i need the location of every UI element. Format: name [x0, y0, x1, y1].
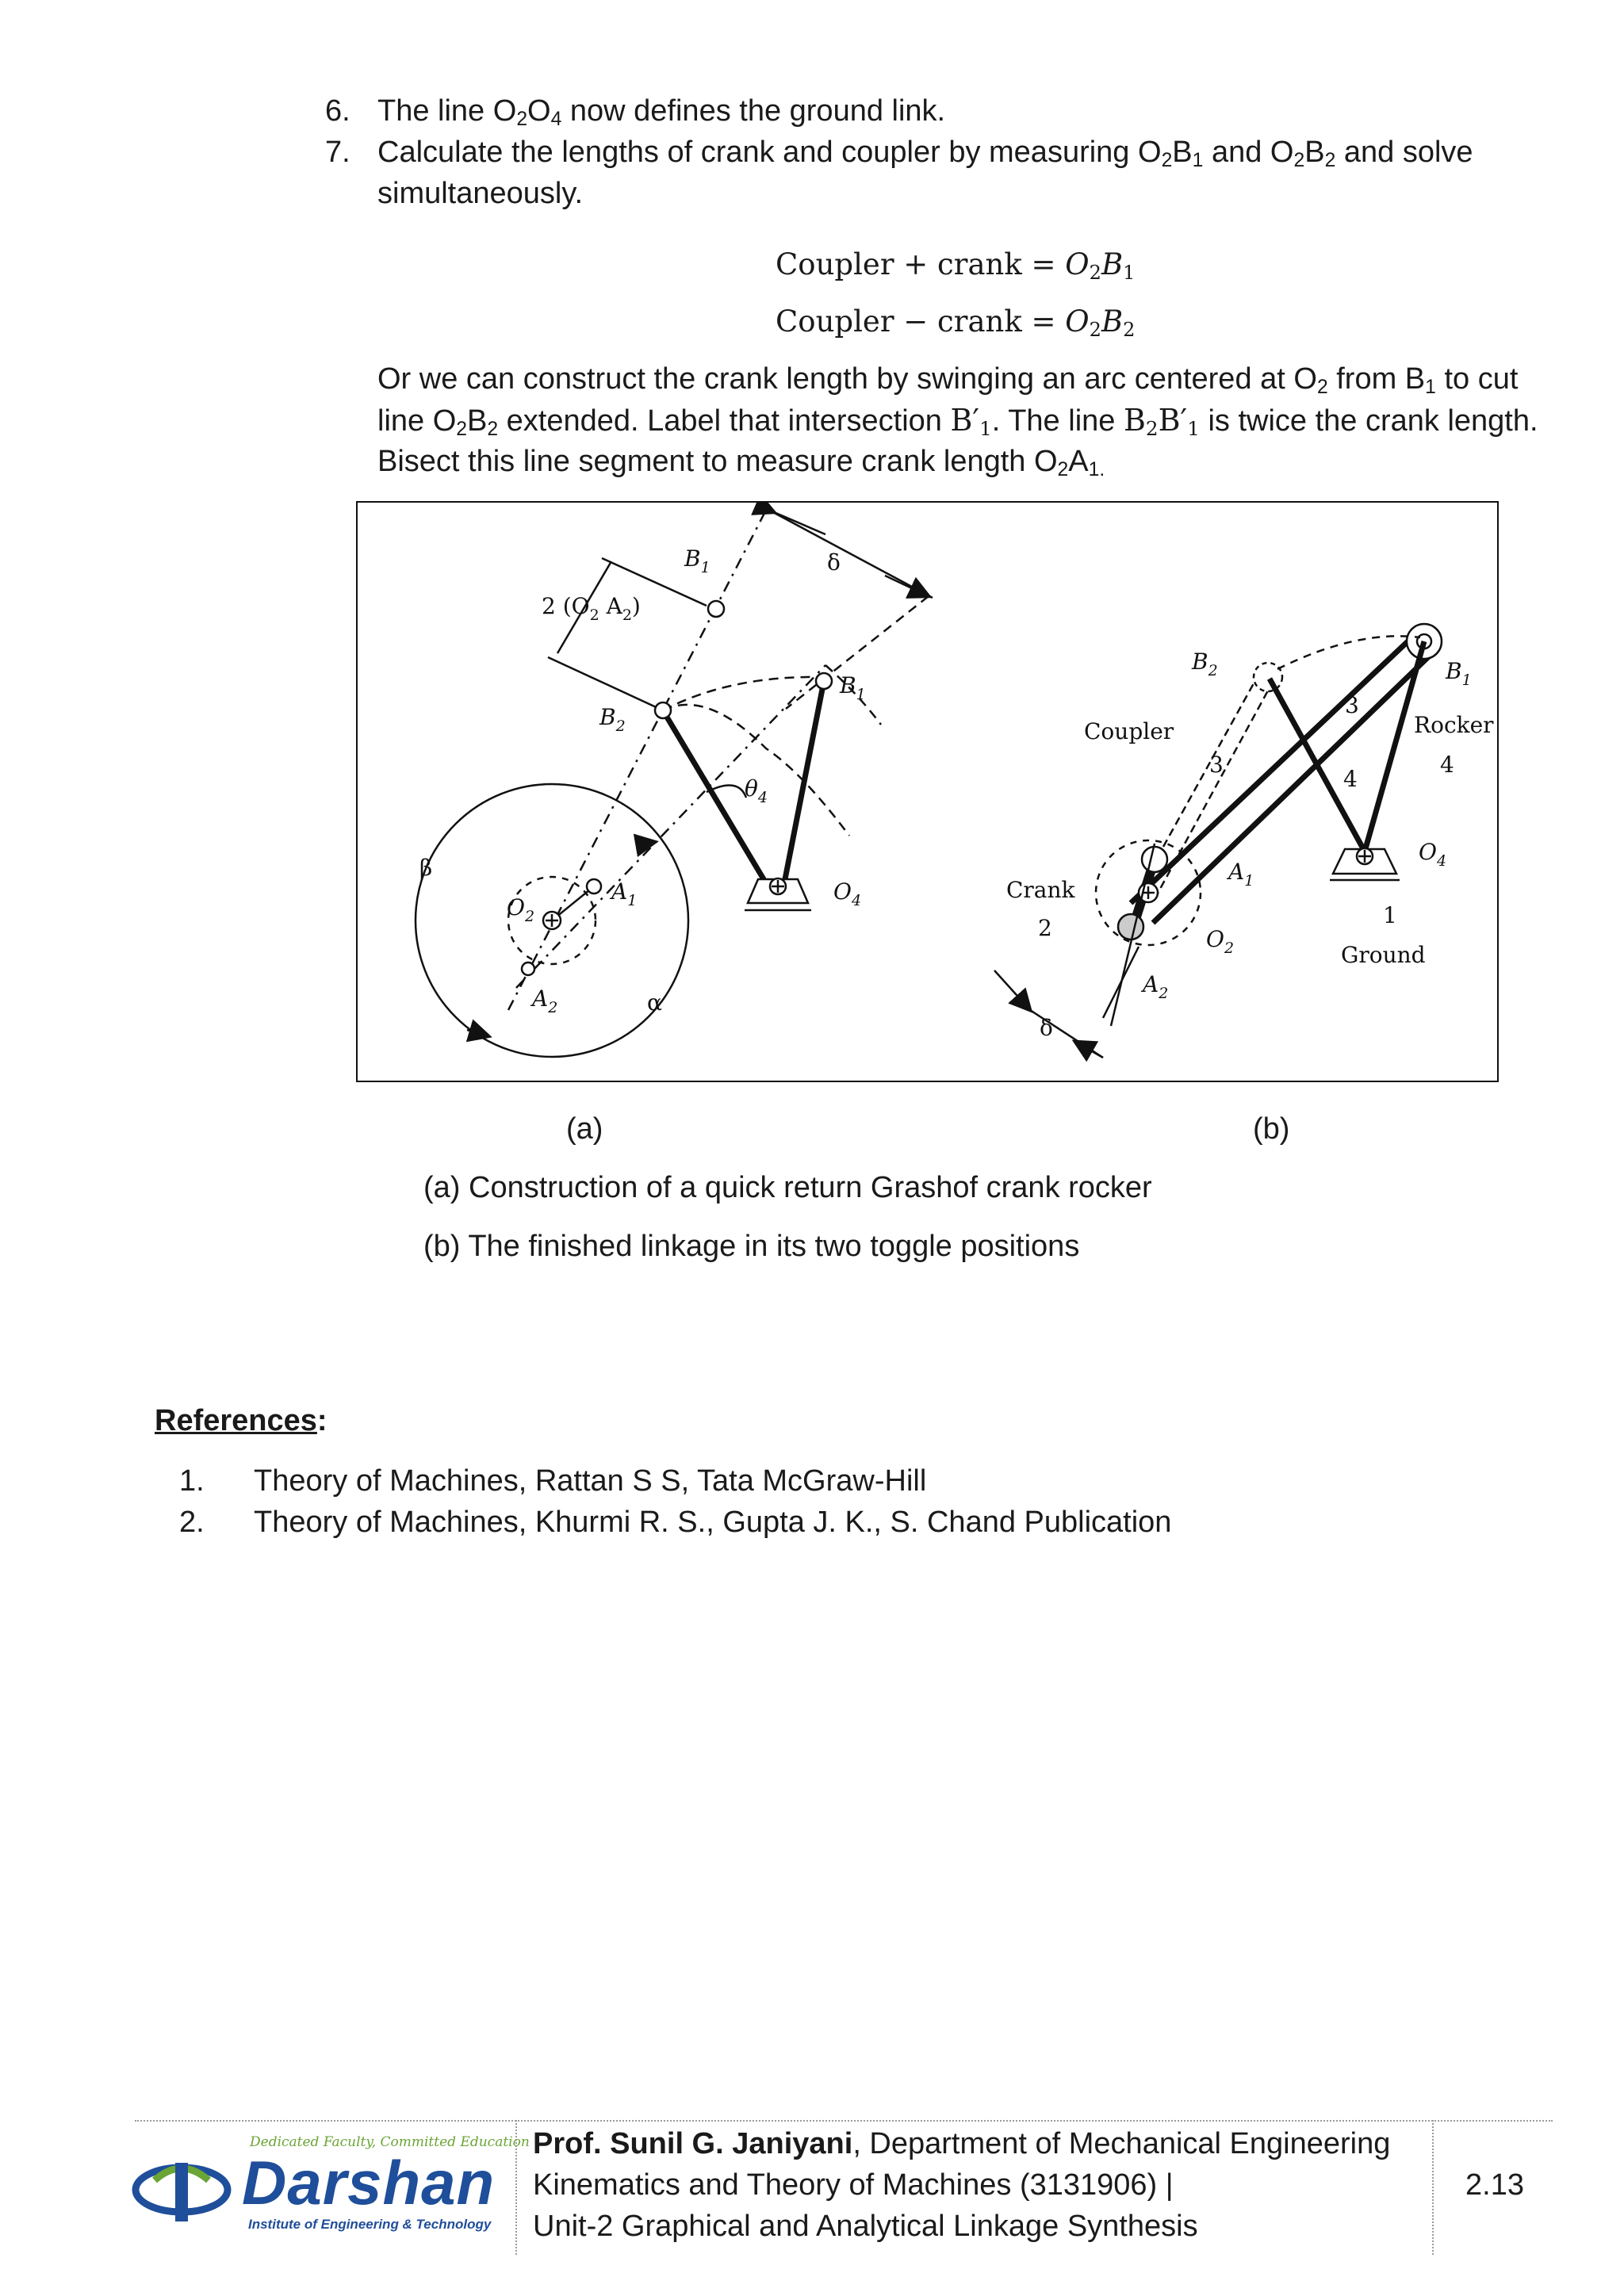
footer-rule — [135, 2120, 1553, 2122]
label-a2-b: $A_2$ — [1143, 971, 1169, 1002]
label-o2-a: $O_2$ — [507, 894, 535, 925]
figure-caption-b: (b) The finished linkage in its two toggle positions — [423, 1230, 1080, 1263]
label-o2-b: $O_2$ — [1206, 926, 1235, 957]
label-three-a: 3 — [1345, 692, 1359, 718]
figure-label-a: (a) — [566, 1112, 603, 1146]
figure-label-b: (b) — [1253, 1112, 1290, 1146]
step-6-text: The line $O_2O_4$ now defines the ground link. — [377, 94, 946, 131]
footer-course: Kinematics and Theory of Machines (3131906) | — [533, 2168, 1174, 2202]
delta-arrow-2 — [885, 576, 929, 596]
footer-unit: Unit-2 Graphical and Analytical Linkage Synthesis — [533, 2210, 1198, 2243]
delta-ray-b2 — [1103, 947, 1139, 1018]
figure-caption-a: (a) Construction of a quick return Grashof crank rocker — [423, 1171, 1152, 1204]
label-b2-a: $B_2$ — [599, 704, 626, 735]
joint-a1-b — [1142, 847, 1167, 872]
reference-2-text: Theory of Machines, Khurmi R. S., Gupta J. K., S. Chand Publication — [254, 1506, 1172, 1539]
label-a1-b: $A_1$ — [1228, 859, 1254, 890]
joint-a2-b — [1118, 914, 1143, 939]
label-one: 1 — [1383, 902, 1397, 928]
reference-1-number: 1. — [179, 1464, 205, 1498]
step-7-line-2: simultaneously. — [377, 177, 584, 210]
logo-institute: Institute of Engineering & Technology — [248, 2217, 492, 2232]
label-o4-a: $O_4$ — [833, 878, 862, 909]
label-alpha: α — [647, 989, 662, 1016]
label-b1prime: $B_1$ — [684, 545, 710, 576]
label-b2-b: $B_2$ — [1192, 649, 1218, 679]
step-7-line-1: Calculate the lengths of crank and coupler by measuring $O_2B_1$ and $O_2B_2$ and solve — [377, 136, 1473, 172]
darshan-logo — [131, 2128, 530, 2247]
delta-arrow-1 — [774, 512, 825, 534]
label-a2-a: $A_2$ — [532, 985, 558, 1016]
label-rocker: Rocker — [1414, 712, 1494, 738]
step-6-number: 6. — [325, 94, 350, 128]
label-ground: Ground — [1341, 942, 1426, 968]
joint-a2 — [522, 962, 534, 975]
joint-b2 — [655, 702, 671, 718]
logo-brand: Darshan — [242, 2148, 496, 2218]
reference-2-number: 2. — [179, 1506, 205, 1539]
step-7-number: 7. — [325, 136, 350, 169]
label-two: 2 — [1038, 915, 1052, 941]
label-three-b: 3 — [1209, 752, 1224, 778]
linkage-figure — [358, 503, 1497, 1081]
figure-frame — [356, 501, 1499, 1082]
label-b1-a: $B_1$ — [840, 672, 866, 703]
references-heading: References: — [155, 1404, 327, 1437]
label-a1-a: $A_1$ — [611, 878, 638, 909]
link-b1-o4 — [784, 681, 824, 883]
label-four-a: 4 — [1440, 752, 1454, 778]
joint-a1 — [587, 879, 601, 894]
label-crank: Crank — [1006, 877, 1075, 903]
arc-b2-b1prime — [663, 705, 849, 836]
dim-ext-2 — [548, 657, 663, 710]
paragraph-line-3: Bisect this line segment to measure crank length $O_2A_{1.}$ — [377, 445, 1105, 481]
reference-1-text: Theory of Machines, Rattan S S, Tata McGraw-Hill — [254, 1464, 927, 1498]
line-o2-b1prime — [508, 503, 774, 1010]
delta-arrow-b1 — [994, 970, 1030, 1010]
label-coupler: Coupler — [1084, 718, 1174, 744]
footer-author-line: Prof. Sunil G. Janiyani, Department of Mechanical Engineering — [533, 2127, 1391, 2160]
darshan-emblem-icon — [131, 2149, 234, 2228]
label-2-o2a2: 2 ($O_2$ $A_2$) — [542, 593, 641, 624]
footer-separator-2 — [1432, 2120, 1434, 2255]
label-b1-b: $B_1$ — [1446, 658, 1472, 689]
equation-2: Coupler − crank = $O_2B_2$ — [776, 304, 1136, 341]
beta-arrow — [637, 842, 655, 845]
paragraph-line-2: line $O_2B_2$ extended. Label that intersection $B'_1$. The line $B_2B'_1$ is twice the crank length. — [377, 403, 1538, 441]
delta-dim-line — [770, 511, 933, 598]
label-o4-b: $O_4$ — [1419, 839, 1447, 870]
label-beta: β — [419, 855, 433, 881]
label-delta-b: δ — [1040, 1015, 1053, 1041]
joint-b1prime — [708, 601, 724, 617]
label-delta-a: δ — [827, 549, 841, 576]
equation-1: Coupler + crank = $O_2B_1$ — [776, 247, 1136, 284]
joint-b2-b — [1254, 663, 1282, 691]
page-number: 2.13 — [1465, 2168, 1524, 2202]
logo-tagline: Dedicated Faculty, Committed Education — [250, 2134, 530, 2150]
joint-b1 — [816, 673, 832, 689]
label-four-b: 4 — [1343, 766, 1358, 792]
label-theta4: $\theta_4$ — [745, 775, 768, 806]
paragraph-line-1: Or we can construct the crank length by swinging an arc centered at $O_2$ from $B_1$ to cut — [377, 362, 1519, 399]
